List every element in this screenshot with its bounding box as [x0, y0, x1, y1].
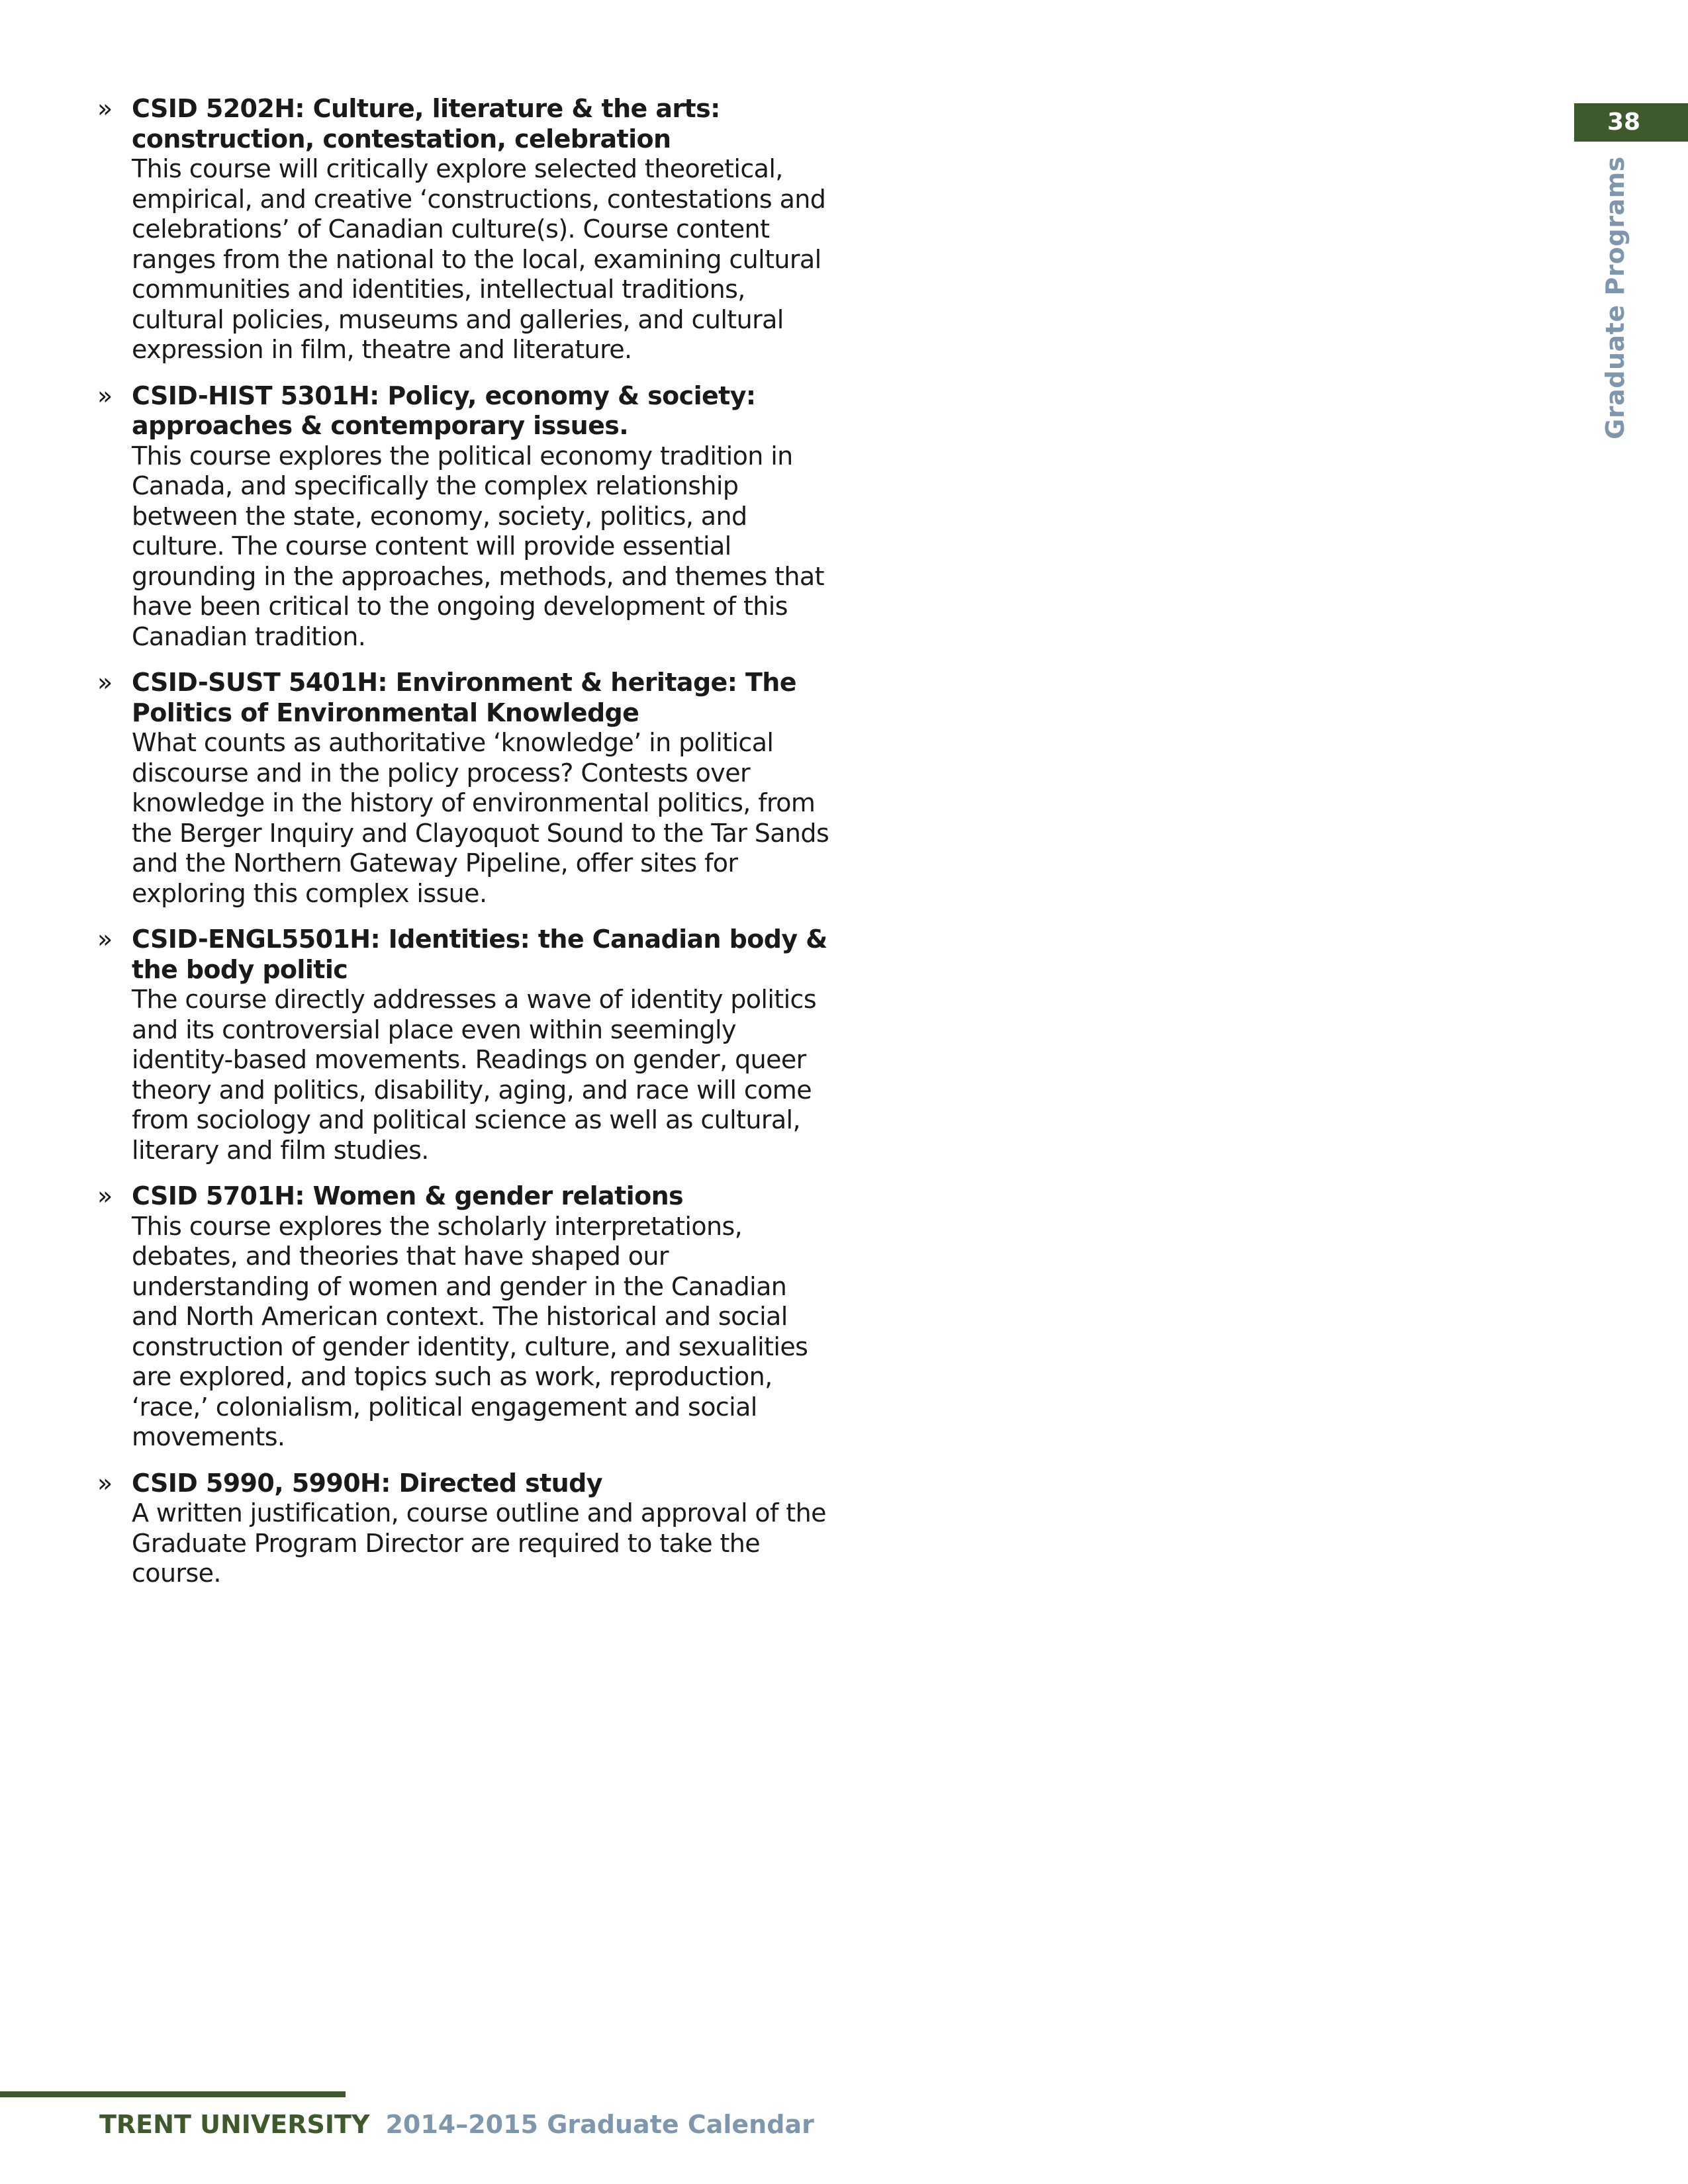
course-item: [93, 925, 834, 1165]
course-title: CSID 5701H: Women & gender relations: [132, 1181, 684, 1210]
course-description: This course explores the political economy tradition in Canada, and specifically the complex relationship between the state, economy, society, politics, and culture. The course content will provide essential grounding in the approaches, methods, and themes that have been critical to the ongoing development of this Canadian tradition.: [132, 441, 824, 651]
section-side-label: Graduate Programs: [1601, 156, 1630, 439]
course-item: [93, 1469, 834, 1589]
course-item: [93, 668, 834, 909]
course-description: A written justification, course outline and approval of the Graduate Program Director are required to take the course.: [132, 1498, 826, 1588]
bullet-icon: »: [97, 381, 113, 410]
footer-organization: TRENT UNIVERSITY: [99, 2110, 370, 2139]
footer: [99, 2110, 814, 2139]
bullet-icon: »: [97, 94, 113, 123]
course-item: [93, 1181, 834, 1453]
course-description: This course will critically explore selected theoretical, empirical, and creative ‘constructions, contestations and celebrations’ of Canadian culture(s). Course content ranges from the national to the local, examining cultural communities and identities, intellectual traditions, cultural policies, museums and galleries, and cultural expression in film, theatre and literature.: [132, 154, 826, 364]
course-title: CSID-SUST 5401H: Environment & heritage: The Politics of Environmental Knowledge: [132, 668, 796, 727]
course-description: This course explores the scholarly interpretations, debates, and theories that have shaped our understanding of women and gender in the Canadian and North American context. The historical and social construction of gender identity, culture, and sexualities are explored, and topics such as work, reproduction, ‘race,’ colonialism, political engagement and social movements.: [132, 1211, 808, 1451]
course-title: CSID 5990, 5990H: Directed study: [132, 1468, 602, 1498]
course-item: [93, 381, 834, 653]
bullet-icon: »: [97, 925, 113, 954]
footer-calendar-title: 2014–2015 Graduate Calendar: [385, 2110, 814, 2139]
course-list: [93, 94, 834, 1605]
bullet-icon: »: [97, 1468, 113, 1498]
course-item: [93, 94, 834, 365]
course-title: CSID-ENGL5501H: Identities: the Canadian body & the body politic: [132, 925, 827, 984]
page-number: 38: [1574, 103, 1688, 142]
bullet-icon: »: [97, 1181, 113, 1210]
course-description: The course directly addresses a wave of identity politics and its controversial place even within seemingly identity-based movements. Readings on gender, queer theory and politics, disability, aging, and race will come from sociology and political science as well as cultural, literary and film studies.: [132, 985, 817, 1165]
course-description: What counts as authoritative ‘knowledge’ in political discourse and in the policy process? Contests over knowledge in the history of environmental politics, from the Berger Inquiry and Clayoquot Sound to the Tar Sands and the Northern Gateway Pipeline, offer sites for exploring this complex issue.: [132, 728, 829, 908]
footer-divider: [0, 2091, 346, 2097]
bullet-icon: »: [97, 668, 113, 697]
course-title: CSID 5202H: Culture, literature & the arts: construction, contestation, celebration: [132, 94, 720, 154]
course-title: CSID-HIST 5301H: Policy, economy & society: approaches & contemporary issues.: [132, 381, 756, 440]
